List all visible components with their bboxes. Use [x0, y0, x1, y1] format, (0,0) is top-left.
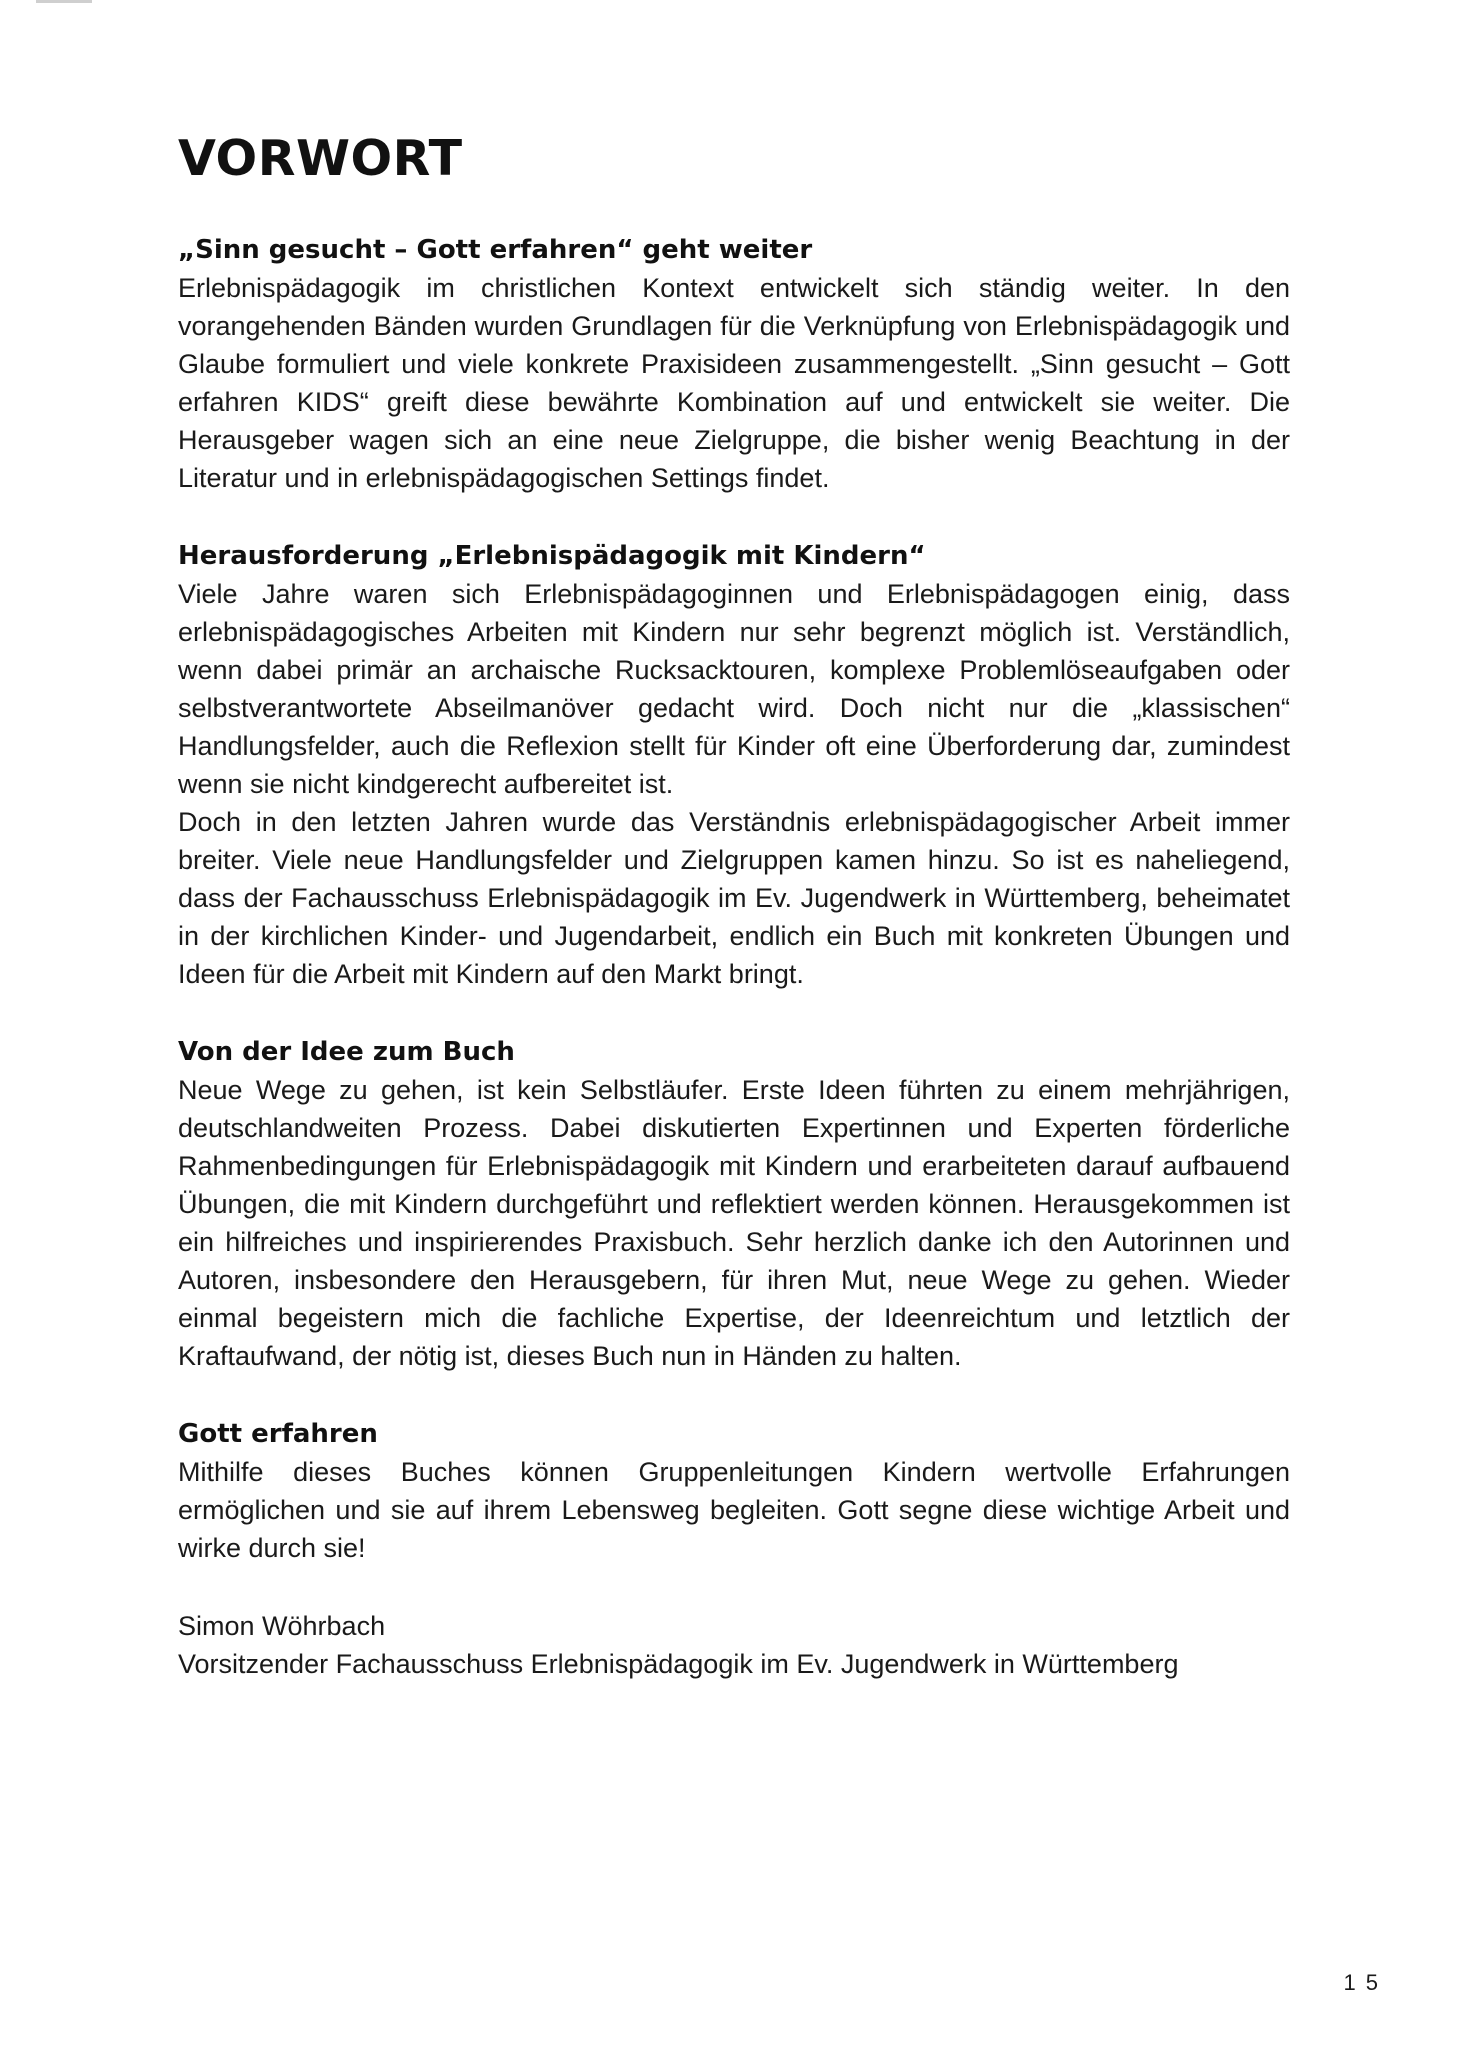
paragraph: Doch in den letzten Jahren wurde das Verständnis erlebnispädagogischer Arbeit immer breiter. Viele neue Handlungsfelder und Zielgruppen kamen hinzu. So ist es naheliegend, dass der Fachausschuss Erlebnispädagogik im Ev. Jugendwerk in Württemberg, beheimatet in der kirchlichen Kinder- und Jugendarbeit, endlich ein Buch mit konkreten Übungen und Ideen für die Arbeit mit Kindern auf den Markt bringt.	[178, 806, 1290, 989]
section-herausforderung	[178, 537, 1290, 993]
page-content	[178, 130, 1290, 1683]
paragraph: Erlebnispädagogik im christlichen Kontext entwickelt sich ständig weiter. In den vorangehenden Bänden wurden Grundlagen für die Verknüpfung von Erlebnispädagogik und Glaube formuliert und viele konkrete Praxisideen zusammengestellt. „Sinn gesucht – Gott erfahren KIDS“ greift diese bewährte Kombination auf und entwickelt sie weiter. Die Herausgeber wagen sich an eine neue Zielgruppe, die bisher wenig Beachtung in der Literatur und in erlebnispädagogischen Settings findet.	[178, 272, 1290, 493]
section-gott-erfahren	[178, 1415, 1290, 1567]
section-heading: Gott erfahren	[178, 1418, 378, 1449]
paragraph: Viele Jahre waren sich Erlebnispädagoginnen und Erlebnispädagogen einig, dass erlebnispädagogisches Arbeiten mit Kindern nur sehr begrenzt möglich ist. Verständlich, wenn dabei primär an archaische Rucksacktouren, komplexe Problemlöseaufgaben oder selbstverantwortete Abseilmanöver gedacht wird. Doch nicht nur die „klassischen“ Handlungsfelder, auch die Reflexion stellt für Kinder oft eine Überforderung dar, zumindest wenn sie nicht kindgerecht aufbereitet ist.	[178, 578, 1290, 799]
signature-name: Simon Wöhrbach	[178, 1610, 386, 1641]
section-sinn-gesucht	[178, 231, 1290, 497]
signature-block	[178, 1607, 1290, 1683]
section-heading: Herausforderung „Erlebnispädagogik mit Kindern“	[178, 540, 926, 571]
paragraph: Neue Wege zu gehen, ist kein Selbstläufer. Erste Ideen führten zu einem mehrjährigen, deutschlandweiten Prozess. Dabei diskutierten Expertinnen und Experten förderliche Rahmenbedingungen für Erlebnispädagogik mit Kindern und erarbeiteten darauf aufbauend Übungen, die mit Kindern durchgeführt und reflektiert werden können. Herausgekommen ist ein hilfreiches und inspirierendes Praxisbuch. Sehr herzlich danke ich den Autorinnen und Autoren, insbesondere den Herausgebern, für ihren Mut, neue Wege zu gehen. Wieder einmal begeistern mich die fachliche Expertise, der Ideenreichtum und letztlich der Kraftaufwand, der nötig ist, dieses Buch nun in Händen zu halten.	[178, 1074, 1290, 1371]
section-heading: Von der Idee zum Buch	[178, 1036, 515, 1067]
section-heading: „Sinn gesucht – Gott erfahren“ geht weiter	[178, 234, 813, 265]
page-title: VORWORT	[178, 130, 463, 187]
section-von-der-idee	[178, 1033, 1290, 1375]
page-number: 15	[1343, 1970, 1388, 1995]
signature-role: Vorsitzender Fachausschuss Erlebnispädagogik im Ev. Jugendwerk in Württemberg	[178, 1648, 1179, 1679]
page-corner-mark	[36, 0, 92, 3]
paragraph: Mithilfe dieses Buches können Gruppenleitungen Kindern wertvolle Erfahrungen ermöglichen und sie auf ihrem Lebensweg begleiten. Gott segne diese wichtige Arbeit und wirke durch sie!	[178, 1456, 1290, 1563]
